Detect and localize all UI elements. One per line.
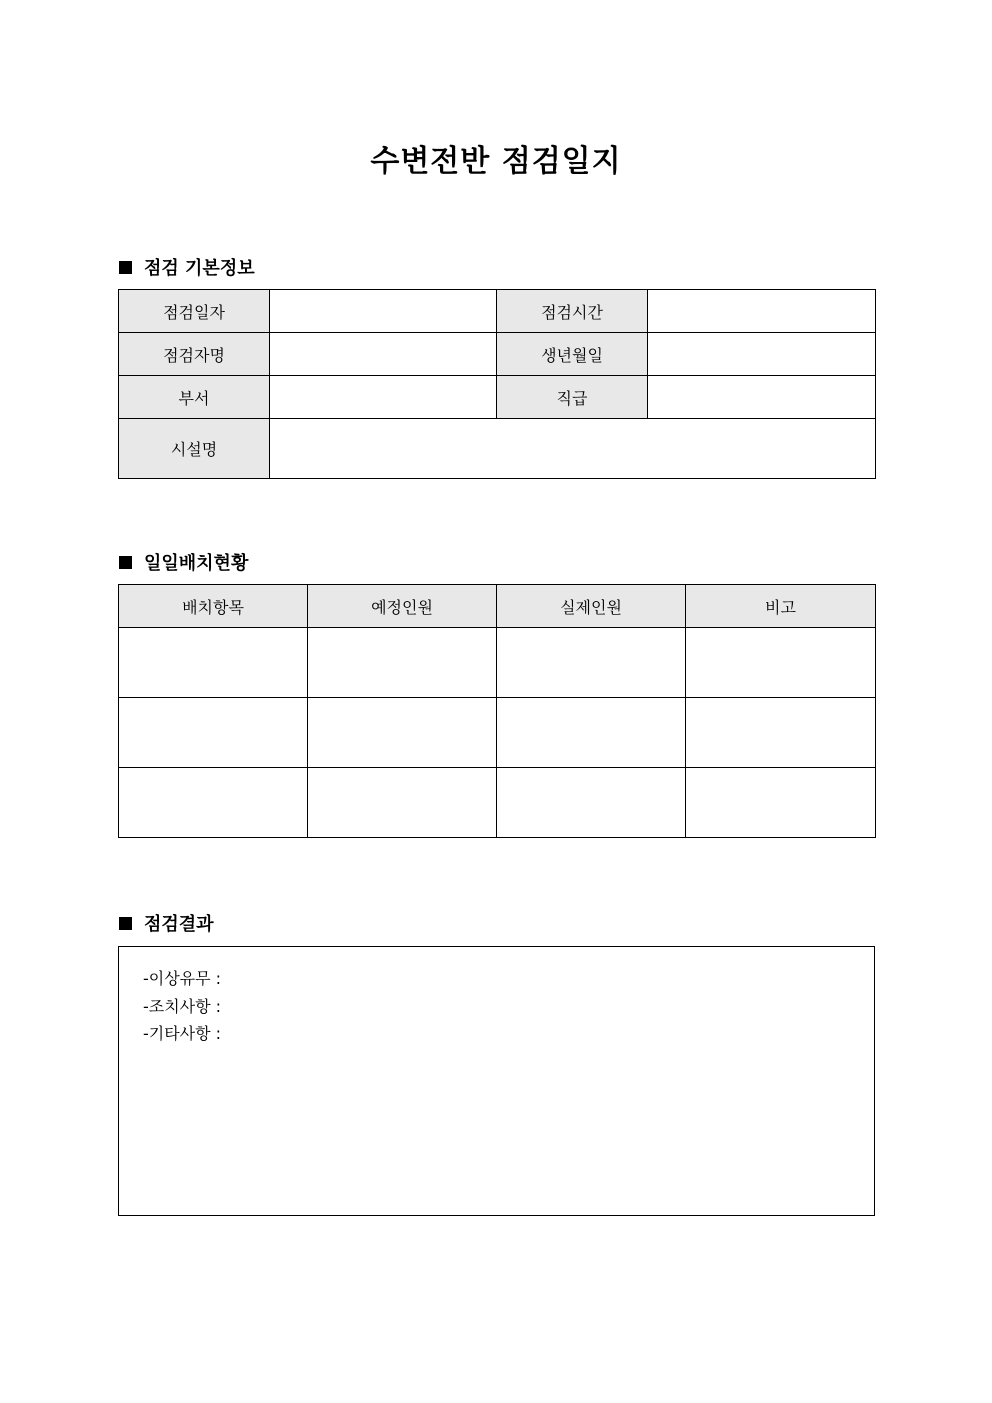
table-cell[interactable]	[686, 628, 876, 698]
department-label: 부서	[119, 376, 270, 419]
birth-field[interactable]	[648, 333, 876, 376]
abnormality-line: -이상유무 :	[143, 969, 222, 988]
table-cell[interactable]	[497, 768, 686, 838]
table-cell[interactable]	[308, 768, 497, 838]
action-taken-line: -조치사항 :	[143, 996, 222, 1016]
birth-label: 생년월일	[497, 333, 648, 376]
section-title: 점검 기본정보	[144, 258, 255, 279]
time-field[interactable]	[648, 290, 876, 333]
square-bullet-icon	[119, 556, 132, 569]
section-heading-result	[119, 910, 214, 936]
table-cell[interactable]	[686, 768, 876, 838]
date-field[interactable]	[270, 290, 497, 333]
facility-label: 시설명	[119, 419, 270, 479]
table-cell[interactable]	[497, 628, 686, 698]
time-label: 점검시간	[497, 290, 648, 333]
basic-info-table	[118, 289, 876, 479]
table-row	[119, 768, 876, 838]
document-title: 수변전반 점검일지	[370, 144, 622, 179]
column-header-planned: 예정인원	[308, 585, 497, 628]
table-cell[interactable]	[308, 628, 497, 698]
table-cell[interactable]	[686, 698, 876, 768]
table-cell[interactable]	[308, 698, 497, 768]
department-field[interactable]	[270, 376, 497, 419]
square-bullet-icon	[119, 917, 132, 930]
table-row	[119, 290, 876, 333]
result-textbox[interactable]	[118, 946, 875, 1216]
position-label: 직급	[497, 376, 648, 419]
column-header-note: 비고	[686, 585, 876, 628]
position-field[interactable]	[648, 376, 876, 419]
table-cell[interactable]	[119, 698, 308, 768]
table-header-row	[119, 585, 876, 628]
table-row	[119, 376, 876, 419]
table-cell[interactable]	[119, 628, 308, 698]
section-title: 점검결과	[144, 914, 214, 935]
table-row	[119, 628, 876, 698]
section-heading-basic-info	[119, 254, 255, 280]
square-bullet-icon	[119, 261, 132, 274]
inspector-field[interactable]	[270, 333, 497, 376]
inspector-label: 점검자명	[119, 333, 270, 376]
other-notes-line: -기타사항 :	[143, 1024, 222, 1043]
table-cell[interactable]	[119, 768, 308, 838]
table-cell[interactable]	[497, 698, 686, 768]
facility-field[interactable]	[270, 419, 876, 479]
date-label: 점검일자	[119, 290, 270, 333]
column-header-item: 배치항목	[119, 585, 308, 628]
table-row	[119, 419, 876, 479]
table-row	[119, 698, 876, 768]
column-header-actual: 실제인원	[497, 585, 686, 628]
table-row	[119, 333, 876, 376]
section-heading-daily-dispatch	[119, 549, 248, 575]
result-lines	[143, 965, 221, 1048]
daily-dispatch-table	[118, 584, 876, 838]
section-title: 일일배치현황	[144, 553, 249, 574]
